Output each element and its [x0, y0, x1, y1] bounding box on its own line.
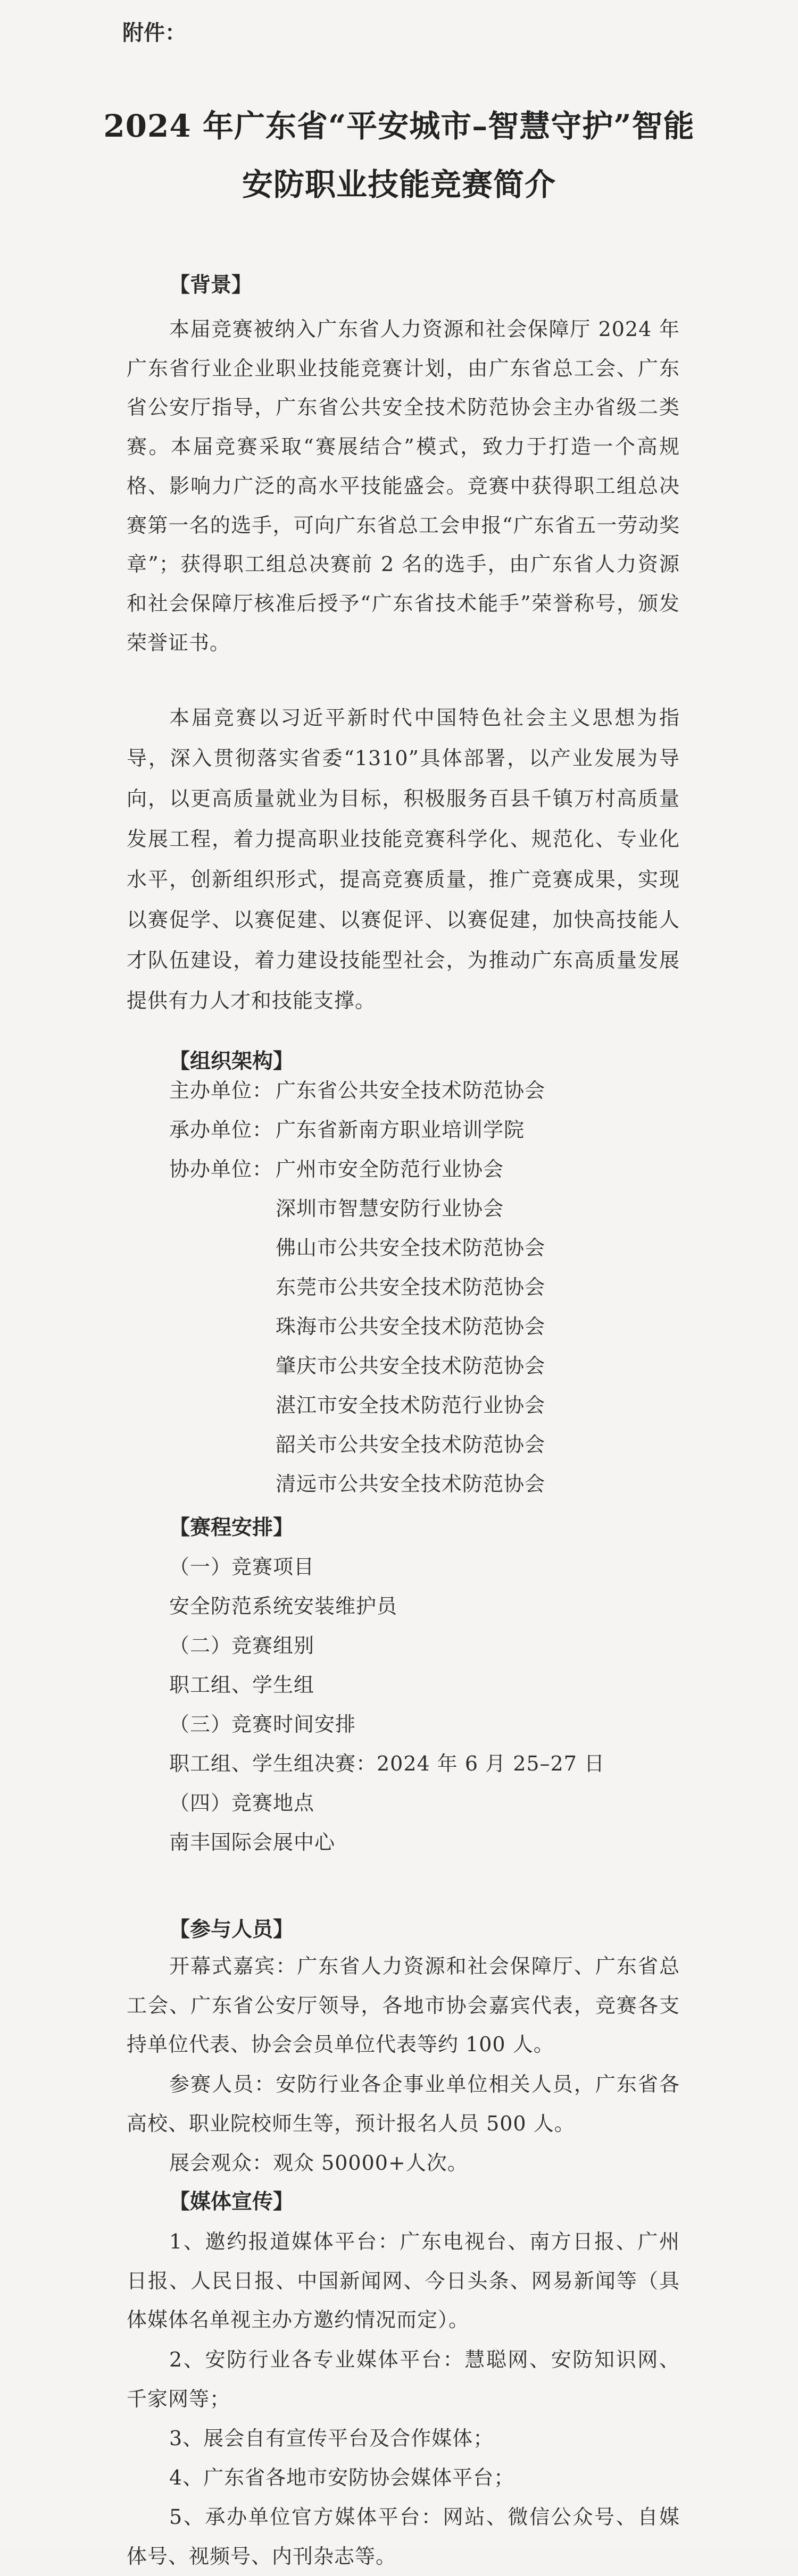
schedule-item-value: 安全防范系统安装维护员: [169, 1595, 398, 1618]
media-item: 5、承办单位官方媒体平台：网站、微信公众号、自媒体号、视频号、内刊杂志等。: [127, 2505, 680, 2568]
schedule-item-label: （二）竞赛组别: [169, 1634, 315, 1657]
doc-title-line2: 安防职业技能竞赛简介: [242, 166, 556, 203]
co-organizer-item: 湛江市安全技术防范行业协会: [276, 1394, 546, 1417]
host-label: 主办单位：: [169, 1079, 273, 1102]
media-heading: 【媒体宣传】: [169, 2190, 294, 2214]
co-organizer-item: 珠海市公共安全技术防范协会: [276, 1315, 546, 1338]
schedule-item-label: （一）竞赛项目: [169, 1555, 315, 1579]
schedule-item-label: （四）竞赛地点: [169, 1791, 315, 1815]
organization-heading: 【组织架构】: [169, 1050, 294, 1073]
background-heading: 【背景】: [169, 273, 253, 297]
schedule-item-value: 南丰国际会展中心: [169, 1831, 336, 1854]
participants-heading: 【参与人员】: [169, 1918, 294, 1942]
attachment-label: 附件：: [122, 21, 186, 45]
co-organizer-item: 东莞市公共安全技术防范协会: [276, 1276, 546, 1299]
co-organizer-item: 肇庆市公共安全技术防范协会: [276, 1354, 546, 1378]
co-organizer-item: 佛山市公共安全技术防范协会: [276, 1236, 546, 1260]
background-paragraph-1: 本届竞赛被纳入广东省人力资源和社会保障厅 2024 年广东省行业企业职业技能竞赛计划，由广东省总工会、广东省公安厅指导，广东省公共安全技术防范协会主办省级二类赛。本届竞赛采取“赛展结合”模式，致力于打造一个高规格、影响力广泛的高水平技能盛会。竞赛中获得职工组总决赛第一名的选手，可向广东省总工会申报“广东省五一劳动奖章”；获得职工组总决赛前 2 名的选手，由广东省人力资源和社会保障厅核准后授予“广东省技术能手”荣誉称号，颁发荣誉证书。: [127, 317, 680, 655]
host-name: 广东省公共安全技术防范协会: [276, 1079, 546, 1102]
schedule-item-label: （三）竞赛时间安排: [169, 1713, 356, 1736]
participants-paragraph-3: 展会观众：观众 50000+人次。: [169, 2151, 468, 2175]
participants-paragraph-1: 开幕式嘉宾：广东省人力资源和社会保障厅、广东省总工会、广东省公安厅领导，各地市协会嘉宾代表，竞赛各支持单位代表、协会会员单位代表等约 100 人。: [127, 1954, 680, 2057]
background-paragraph-2: 本届竞赛以习近平新时代中国特色社会主义思想为指导，深入贯彻落实省委“1310”具体部署，以产业发展为导向，以更高质量就业为目标，积极服务百县千镇万村高质量发展工程，着力提高职业技能竞赛科学化、规范化、专业化水平，创新组织形式，提高竞赛质量，推广竞赛成果，实现以赛促学、以赛促建、以赛促评、以赛促建，加快高技能人才队伍建设，着力建设技能型社会，为推动广东高质量发展提供有力人才和技能支撑。: [127, 706, 680, 1012]
co-organizer-item: 韶关市公共安全技术防范协会: [276, 1433, 546, 1456]
schedule-heading: 【赛程安排】: [169, 1516, 294, 1540]
organizer-label: 承办单位：: [169, 1118, 273, 1142]
schedule-item-value: 职工组、学生组: [169, 1673, 315, 1697]
co-organizer-item: 深圳市智慧安防行业协会: [276, 1197, 504, 1220]
co-organizer-item: 广州市安全防范行业协会: [276, 1157, 504, 1181]
organizer-name: 广东省新南方职业培训学院: [276, 1118, 525, 1142]
participants-paragraph-2: 参赛人员：安防行业各企事业单位相关人员，广东省各高校、职业院校师生等，预计报名人员 500 人。: [127, 2072, 680, 2135]
media-item: 1、邀约报道媒体平台：广东电视台、南方日报、广州日报、人民日报、中国新闻网、今日头条、网易新闻等（具体媒体名单视主办方邀约情况而定）。: [127, 2230, 680, 2332]
media-item: 4、广东省各地市安防协会媒体平台；: [169, 2466, 515, 2489]
doc-title-line1: 2024 年广东省“平安城市–智慧守护”智能: [103, 108, 695, 144]
media-item: 3、展会自有宣传平台及合作媒体；: [169, 2427, 494, 2450]
schedule-item-value: 职工组、学生组决赛：2024 年 6 月 25–27 日: [169, 1752, 605, 1775]
co-organizer-label: 协办单位：: [169, 1157, 273, 1181]
media-item: 2、安防行业各专业媒体平台：慧聪网、安防知识网、千家网等；: [127, 2348, 680, 2411]
co-organizer-item: 清远市公共安全技术防范协会: [276, 1472, 546, 1496]
